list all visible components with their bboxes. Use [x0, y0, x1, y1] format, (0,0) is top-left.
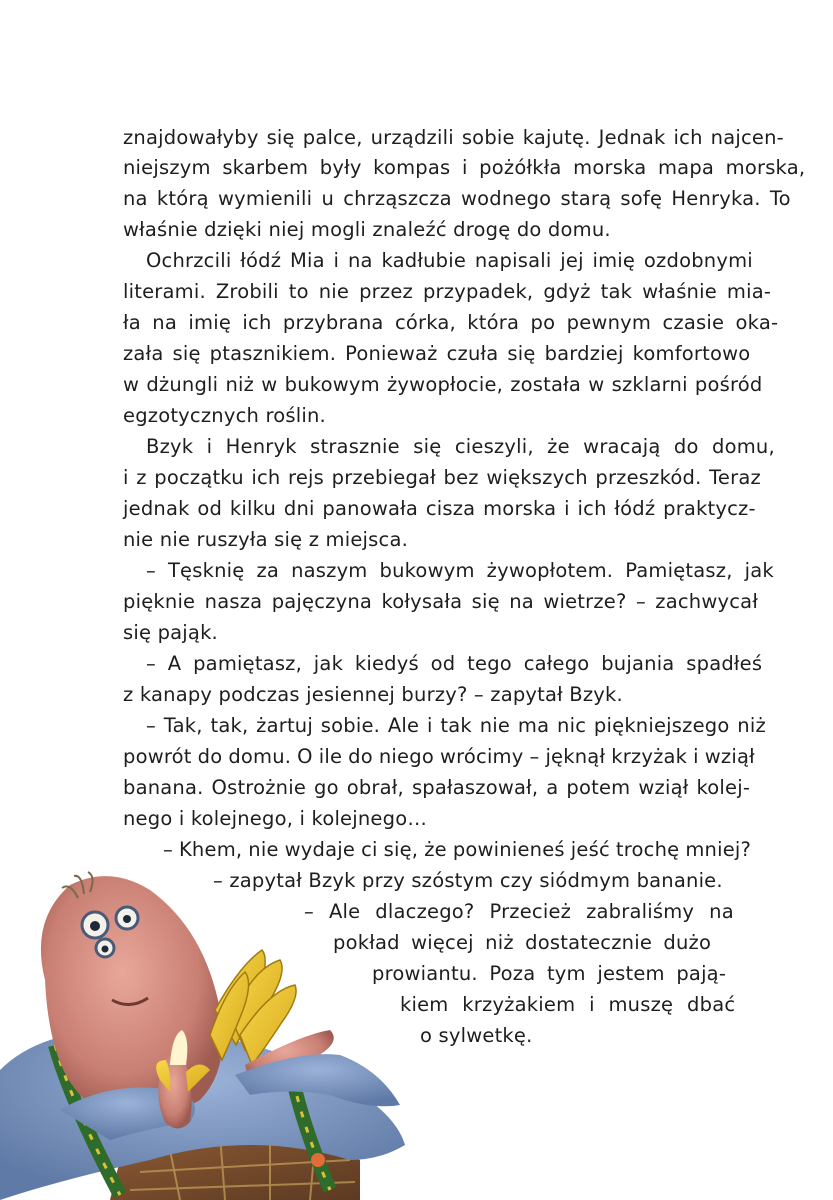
text-line: – Ale dlaczego? Przecież zabraliśmy na: [304, 900, 734, 923]
text-line: Ochrzcili łódź Mia i na kadłubie napisali jej imię ozdobnymi: [146, 249, 753, 272]
text-line: na którą wymienili u chrząszcza wodnego starą sofę Henryka. To: [123, 187, 791, 210]
text-line: znajdowałyby się palce, urządzili sobie kajutę. Jednak ich najcen-: [123, 126, 784, 149]
text-line: i z początku ich rejs przebiegał bez większych przeszkód. Teraz: [123, 466, 761, 489]
text-line: prowiantu. Poza tym jestem pają-: [372, 962, 727, 985]
text-line: – Tak, tak, żartuj sobie. Ale i tak nie ma nic piękniejszego niż: [146, 714, 766, 737]
text-line: pięknie nasza pajęczyna kołysała się na wietrze? – zachwycał: [123, 590, 759, 613]
text-line: Bzyk i Henryk strasznie się cieszyli, że wracają do domu,: [146, 435, 775, 458]
text-line: egzotycznych roślin.: [123, 404, 326, 427]
text-line: – Tęsknię za naszym bukowym żywopłotem. Pamiętasz, jak: [146, 559, 774, 582]
text-line: – zapytał Bzyk przy szóstym czy siódmym bananie.: [213, 869, 723, 892]
text-line: nie nie ruszyła się z miejsca.: [123, 528, 409, 551]
text-line: – A pamiętasz, jak kiedyś od tego całego bujania spadłeś: [146, 652, 763, 675]
text-line: z kanapy podczas jesiennej burzy? – zapytał Bzyk.: [123, 683, 623, 706]
text-line: w dżungli niż w bukowym żywopłocie, została w szklarni pośród: [123, 373, 763, 396]
text-line: o sylwetkę.: [420, 1024, 533, 1047]
text-line: nego i kolejnego, i kolejnego…: [123, 807, 428, 830]
text-line: się pająk.: [123, 621, 218, 644]
text-line: literami. Zrobili to nie przez przypadek, gdyż tak właśnie mia-: [123, 280, 772, 303]
text-line: – Khem, nie wydaje ci się, że powinieneś jeść trochę mniej?: [163, 838, 752, 861]
text-line: banana. Ostrożnie go obrał, spałaszował, a potem wziął kolej-: [123, 776, 751, 799]
spider-with-bananas-illustration: [0, 860, 420, 1200]
text-line: pokład więcej niż dostatecznie dużo: [333, 931, 712, 954]
text-line: ła na imię ich przybrana córka, która po pewnym czasie oka-: [123, 311, 779, 334]
text-line: kiem krzyżakiem i muszę dbać: [400, 993, 736, 1016]
text-line: właśnie dzięki niej mogli znaleźć drogę do domu.: [123, 218, 611, 241]
text-line: zała się ptasznikiem. Ponieważ czuła się bardziej komfortowo: [123, 342, 751, 365]
text-line: niejszym skarbem były kompas i pożółkła morska mapa morska,: [123, 156, 806, 179]
text-line: powrót do domu. O ile do niego wrócimy – jęknął krzyżak i wziął: [123, 745, 755, 768]
text-line: jednak od kilku dni panowała cisza morska i ich łódź praktycz-: [123, 497, 756, 520]
